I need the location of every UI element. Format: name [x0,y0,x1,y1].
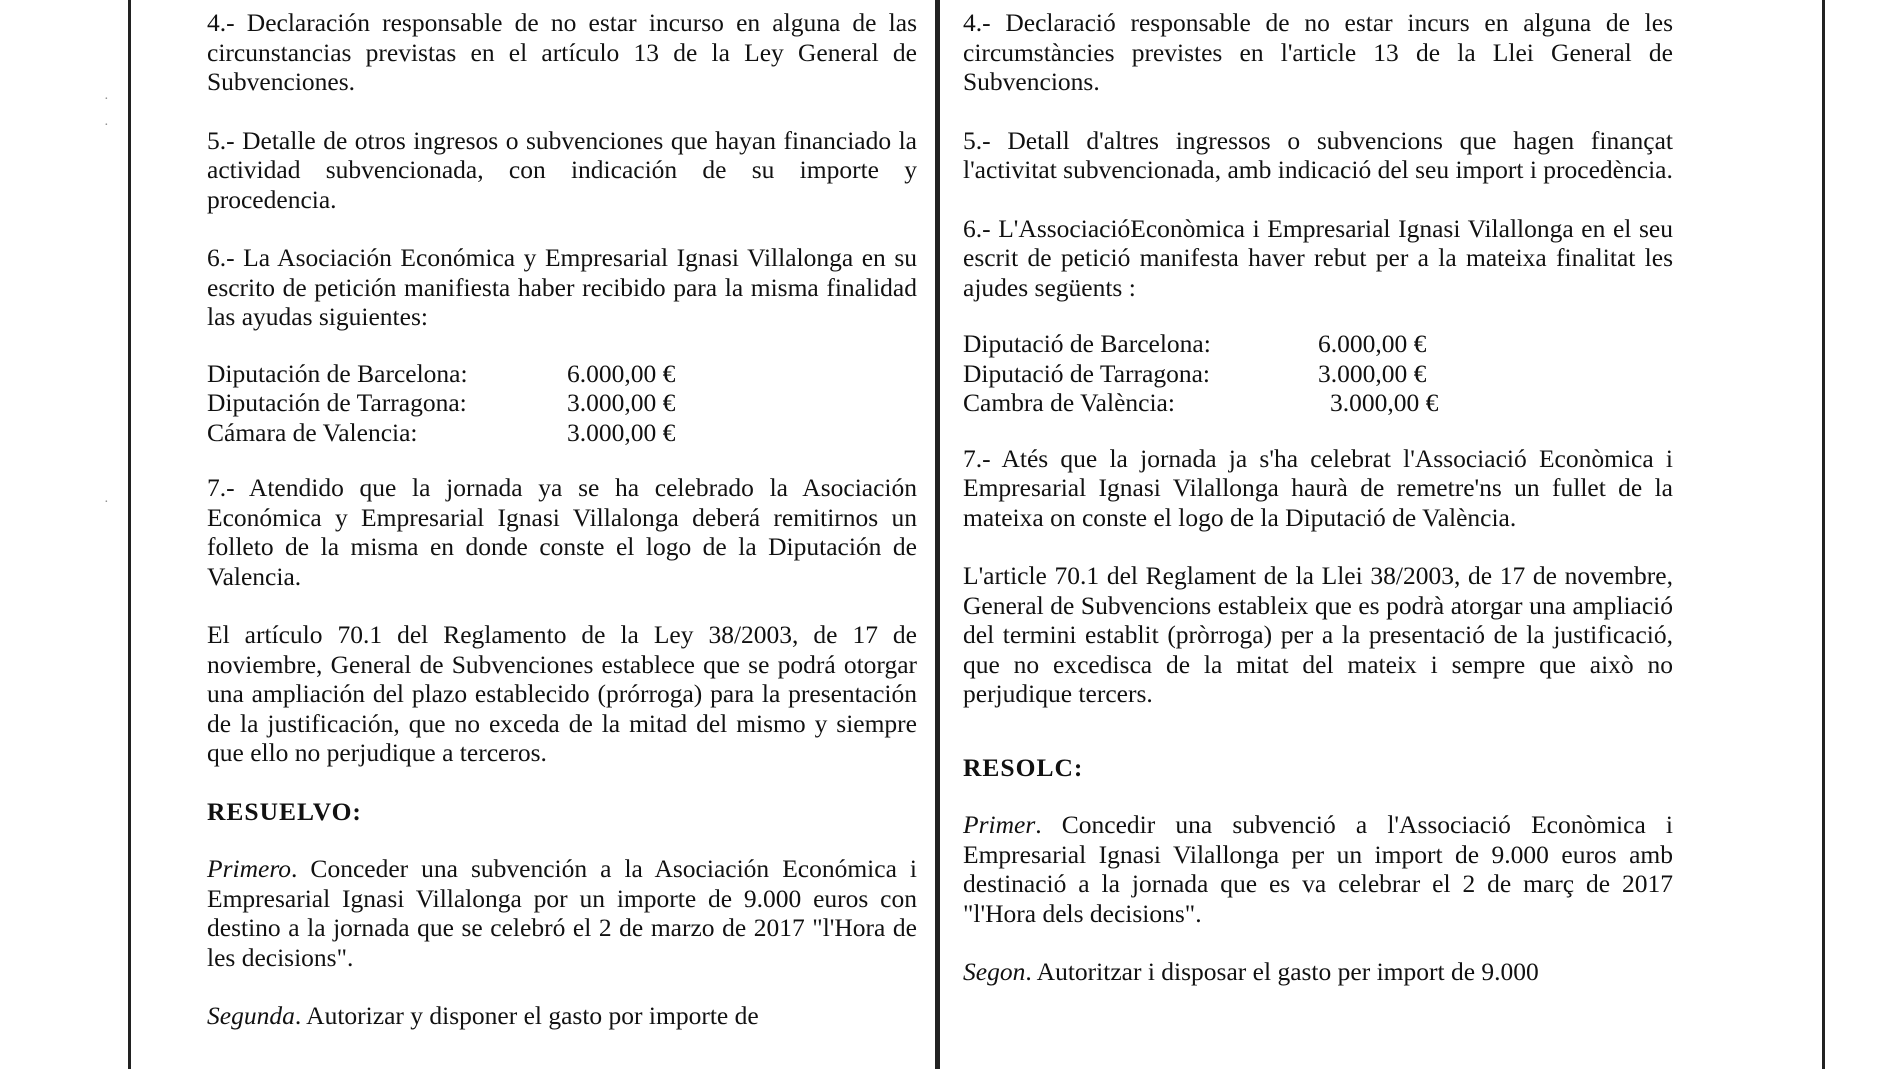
scan-artifact: · [104,495,109,510]
resolution-second-text: . Autorizar y disponer el gasto por importe de [294,1001,759,1030]
funding-name: Cámara de Valencia: [207,417,418,447]
funding-name: Diputación de Tarragona: [207,388,467,417]
funding-row [207,388,675,418]
left-border-line [128,0,131,1069]
paragraph-7: 7.- Atendido que la jornada ya se ha celebrado la Asociación Económica y Empresarial Ignasi Villalonga deberá remitirnos un folleto de la misma en donde conste el logo de la Diputación de Valencia. [207,473,917,591]
funding-amount: 3.000,00 € [1330,388,1439,417]
funding-name: Diputación de Barcelona: [207,358,468,388]
funding-amount: 3.000,00 € [1318,358,1427,388]
paragraph-regulation: L'article 70.1 del Reglament de la Llei 38/2003, de 17 de novembre, General de Subvencions estableix que es podrà atorgar una ampliació del termini establit (pròrroga) per a la presentació de la justificació, que no excedisca de la mitat del mateix i sempre que això no perjudique tercers. [963,561,1673,708]
funding-row [963,359,1438,389]
paragraph-4: 4.- Declaración responsable de no estar incurso en alguna de las circunstancias previstas en el artículo 13 de la Ley General de Subvenciones. [207,8,917,96]
paragraph-5: 5.- Detalle de otros ingresos o subvenciones que hayan financiado la actividad subvencionada, con indicación de su importe y procedencia. [207,125,917,214]
scan-artifact: · [104,92,109,107]
spanish-column [207,8,917,1060]
funding-amount: 6.000,00 € [1318,329,1427,358]
column-divider-line [935,0,940,1069]
resolution-first-text: . Concedir una subvenció a l'Associació Econòmica i Empresarial Ignasi Vilallonga per un import de 9.000 euros amb destinació a la jornada que es va celebrar el 2 de març de 2017 "l'Hora dels decisions". [963,810,1673,928]
funding-name: Diputació de Barcelona: [963,329,1211,358]
resolution-heading: RESOLC: [963,752,1084,782]
paragraph-regulation: El artículo 70.1 del Reglamento de la Ley 38/2003, de 17 de noviembre, General de Subvenciones establece que se podrá otorgar una ampliación del plazo establecido (prórroga) para la presentación de la justificación, que no exceda de la mitad del mismo y siempre que ello no perjudique a terceros. [207,620,917,767]
funding-name: Diputació de Tarragona: [963,358,1210,388]
funding-row [963,329,1438,359]
funding-row [207,418,675,448]
resolution-first [963,810,1673,928]
resolution-second [207,1001,917,1031]
resolution-first-text: . Conceder una subvención a la Asociación Económica i Empresarial Ignasi Villalonga por un importe de 9.000 euros con destino a la jornada que se celebró el 2 de marzo de 2017 "l'Hora de les decisions". [207,854,917,972]
funding-name: Cambra de València: [963,388,1175,417]
catalan-column [963,8,1673,1016]
scan-artifact: · [104,118,109,133]
paragraph-7: 7.- Atés que la jornada ja s'ha celebrat l'Associació Econòmica i Empresarial Ignasi Vilallonga haurà de remetre'ns un fullet de la mateixa on conste el logo de la Diputació de València. [963,443,1673,532]
resolution-first-lead: Primer [963,810,1036,839]
resolution-second [963,957,1673,987]
right-border-line [1822,0,1825,1069]
funding-table [963,329,1438,418]
paragraph-4: 4.- Declaració responsable de no estar incurs en alguna de les circumstàncies previstes en l'article 13 de la Llei General de Subvencions. [963,8,1673,96]
funding-row [963,388,1438,418]
funding-amount: 3.000,00 € [567,417,676,447]
resolution-second-lead: Segunda [207,1001,295,1030]
funding-amount: 6.000,00 € [567,358,676,388]
resolution-second-text: . Autoritzar i disposar el gasto per import de 9.000 [1025,957,1539,986]
funding-amount: 3.000,00 € [567,388,676,417]
funding-table [207,359,675,448]
paragraph-6: 6.- La Asociación Económica y Empresarial Ignasi Villalonga en su escrito de petición manifiesta haber recibido para la misma finalidad las ayudas siguientes: [207,243,917,331]
resolution-heading: RESUELVO: [207,796,362,826]
funding-row [207,359,675,389]
resolution-first-lead: Primero [207,854,292,883]
paragraph-6: 6.- L'AssociacióEconòmica i Empresarial Ignasi Vilallonga en el seu escrit de petició manifesta haver rebut per a la mateixa finalitat les ajudes següents : [963,213,1673,302]
paragraph-5: 5.- Detall d'altres ingressos o subvencions que hagen finançat l'activitat subvencionada, amb indicació del seu import i procedència. [963,125,1673,184]
resolution-first [207,854,917,972]
resolution-second-lead: Segon [963,957,1026,986]
